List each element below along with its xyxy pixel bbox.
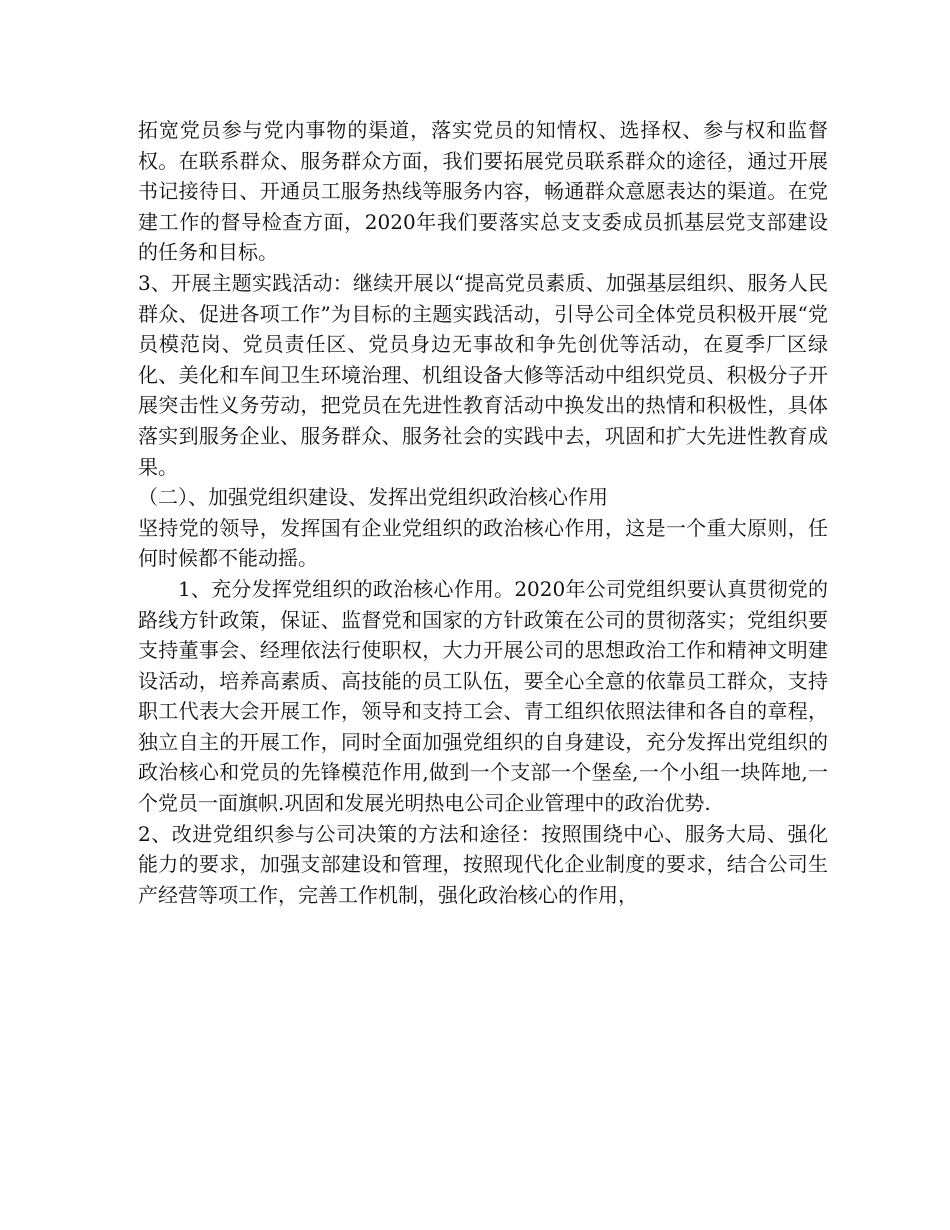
paragraph-supervision-rights: 拓宽党员参与党内事物的渠道，落实党员的知情权、选择权、参与权和监督权。在联系群众、服务群众方面，我们要拓展党员联系群众的途径，通过开展书记接待日、开通员工服务热线等服务内容，畅通群众意愿表达的渠道。在党建工作的督导检查方面，2020年我们要落实总支支委成员抓基层党支部建设的任务和目标。 [138,118,828,265]
paragraph-political-core: 1、充分发挥党组织的政治核心作用。2020年公司党组织要认真贯彻党的路线方针政策，保证、监督党和国家的方针政策在公司的贯彻落实；党组织要支持董事会、经理依法行使职权，大力开展公司的思想政治工作和精神文明建设活动，培养高素质、高技能的员工队伍，要全心全意的依靠员工群众，支持职工代表大会开展工作，领导和支持工会、青工组织依照法律和各自的章程，独立自主的开展工作，同时全面加强党组织的自身建设，充分发挥出党组织的政治核心和党员的先锋模范作用,做到一个支部一个堡垒,一个小组一块阵地,一个党员一面旗帜.巩固和发展光明热电公司企业管理中的政治优势. [138,576,828,816]
document-body [138,115,828,910]
section-heading-party-organization: （二）、加强党组织建设、发挥出党组织政治核心作用 [138,485,608,510]
paragraph-theme-practice: 3、开展主题实践活动：继续开展以“提高党员素质、加强基层组织、服务人民群众、促进各项工作”为目标的主题实践活动，引导公司全体党员积极开展“党员模范岗、党员责任区、党员身边无事故和争先创优等活动，在夏季厂区绿化、美化和车间卫生环境治理、机组设备大修等活动中组织党员、积极分子开展突击性义务劳动，把党员在先进性教育活动中换发出的热情和积极性，具体落实到服务企业、服务群众、服务社会的实践中去，巩固和扩大先进性教育成果。 [138,270,828,479]
paragraph-party-leadership: 坚持党的领导，发挥国有企业党组织的政治核心作用，这是一个重大原则，任何时候都不能动摇。 [138,515,828,571]
paragraph-decision-methods: 2、改进党组织参与公司决策的方法和途径：按照围绕中心、服务大局、强化能力的要求，加强支部建设和管理，按照现代化企业制度的要求，结合公司生产经营等项工作，完善工作机制，强化政治核心的作用， [138,821,828,907]
